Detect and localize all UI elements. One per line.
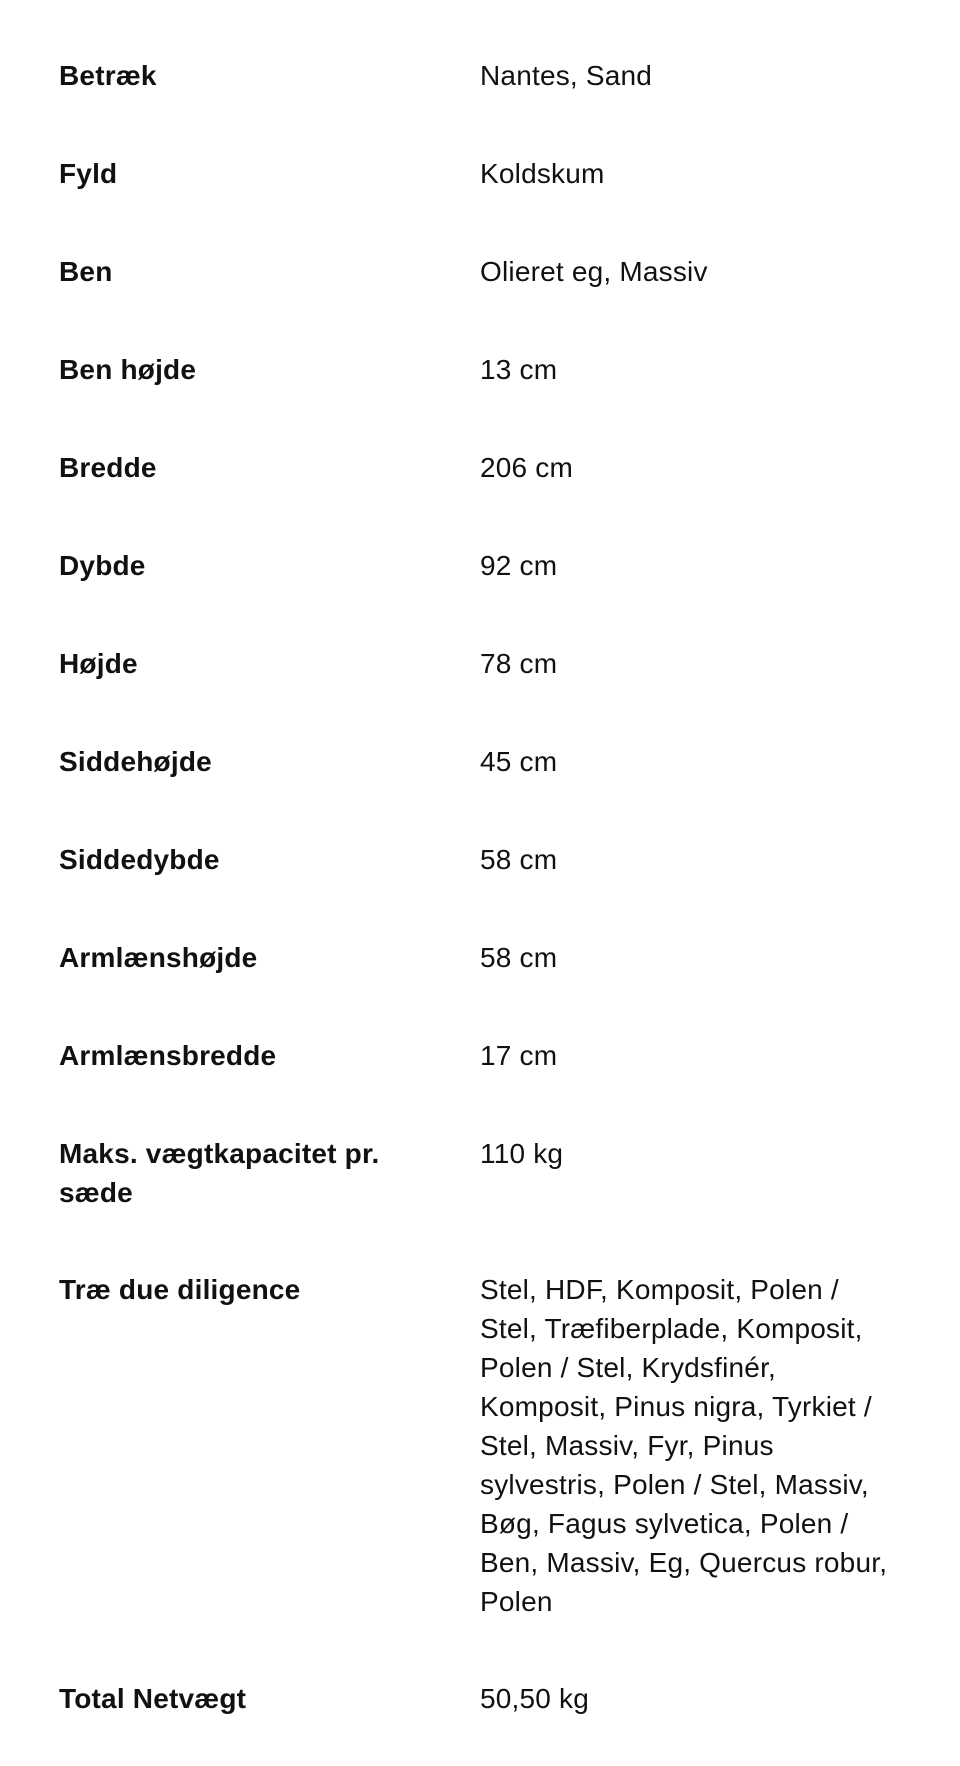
spec-row-max-weight (0, 1134, 960, 1212)
spec-row-filling (0, 154, 960, 193)
spec-value: 92 cm (480, 550, 558, 581)
spec-label: Fyld (59, 158, 118, 189)
spec-value: Nantes, Sand (480, 60, 653, 91)
spec-value: 45 cm (480, 746, 558, 777)
spec-value: 206 cm (480, 452, 574, 483)
spec-row-height (0, 644, 960, 683)
spec-row-seat-height (0, 742, 960, 781)
spec-label: Maks. vægtkapacitet pr. sæde (59, 1138, 380, 1208)
spec-row-cover (0, 56, 960, 95)
spec-row-armrest-width (0, 1036, 960, 1075)
spec-label: Siddedybde (59, 844, 220, 875)
spec-label: Dybde (59, 550, 146, 581)
spec-row-total-net-weight (0, 1679, 960, 1718)
spec-value: 58 cm (480, 844, 558, 875)
spec-row-legs (0, 252, 960, 291)
spec-value: 50,50 kg (480, 1683, 590, 1714)
spec-label: Armlænshøjde (59, 942, 258, 973)
spec-row-seat-depth (0, 840, 960, 879)
spec-row-wood-due-diligence (0, 1270, 960, 1621)
spec-value: 13 cm (480, 354, 558, 385)
spec-label: Armlænsbredde (59, 1040, 277, 1071)
spec-value: Koldskum (480, 158, 605, 189)
spec-value: 110 kg (480, 1138, 564, 1169)
spec-label: Total Netvægt (59, 1683, 247, 1714)
spec-value: 58 cm (480, 942, 558, 973)
spec-label: Betræk (59, 60, 157, 91)
spec-value: Olieret eg, Massiv (480, 256, 708, 287)
spec-label: Siddehøjde (59, 746, 212, 777)
spec-label: Højde (59, 648, 138, 679)
spec-row-armrest-height (0, 938, 960, 977)
spec-value: 17 cm (480, 1040, 558, 1071)
spec-row-width (0, 448, 960, 487)
spec-label: Ben højde (59, 354, 197, 385)
spec-label: Bredde (59, 452, 157, 483)
spec-row-depth (0, 546, 960, 585)
spec-value: Stel, HDF, Komposit, Polen / Stel, Træfiberplade, Komposit, Polen / Stel, Krydsfinér, Komposit, Pinus nigra, Tyrkiet / Stel, Massiv, Fyr, Pinus sylvestris, Polen / Stel, Massiv, Bøg, Fagus sylvetica, Polen / Ben, Massiv, Eg, Quercus robur, Polen (480, 1274, 888, 1617)
spec-value: 78 cm (480, 648, 558, 679)
spec-row-leg-height (0, 350, 960, 389)
spec-label: Træ due diligence (59, 1274, 301, 1305)
spec-label: Ben (59, 256, 113, 287)
